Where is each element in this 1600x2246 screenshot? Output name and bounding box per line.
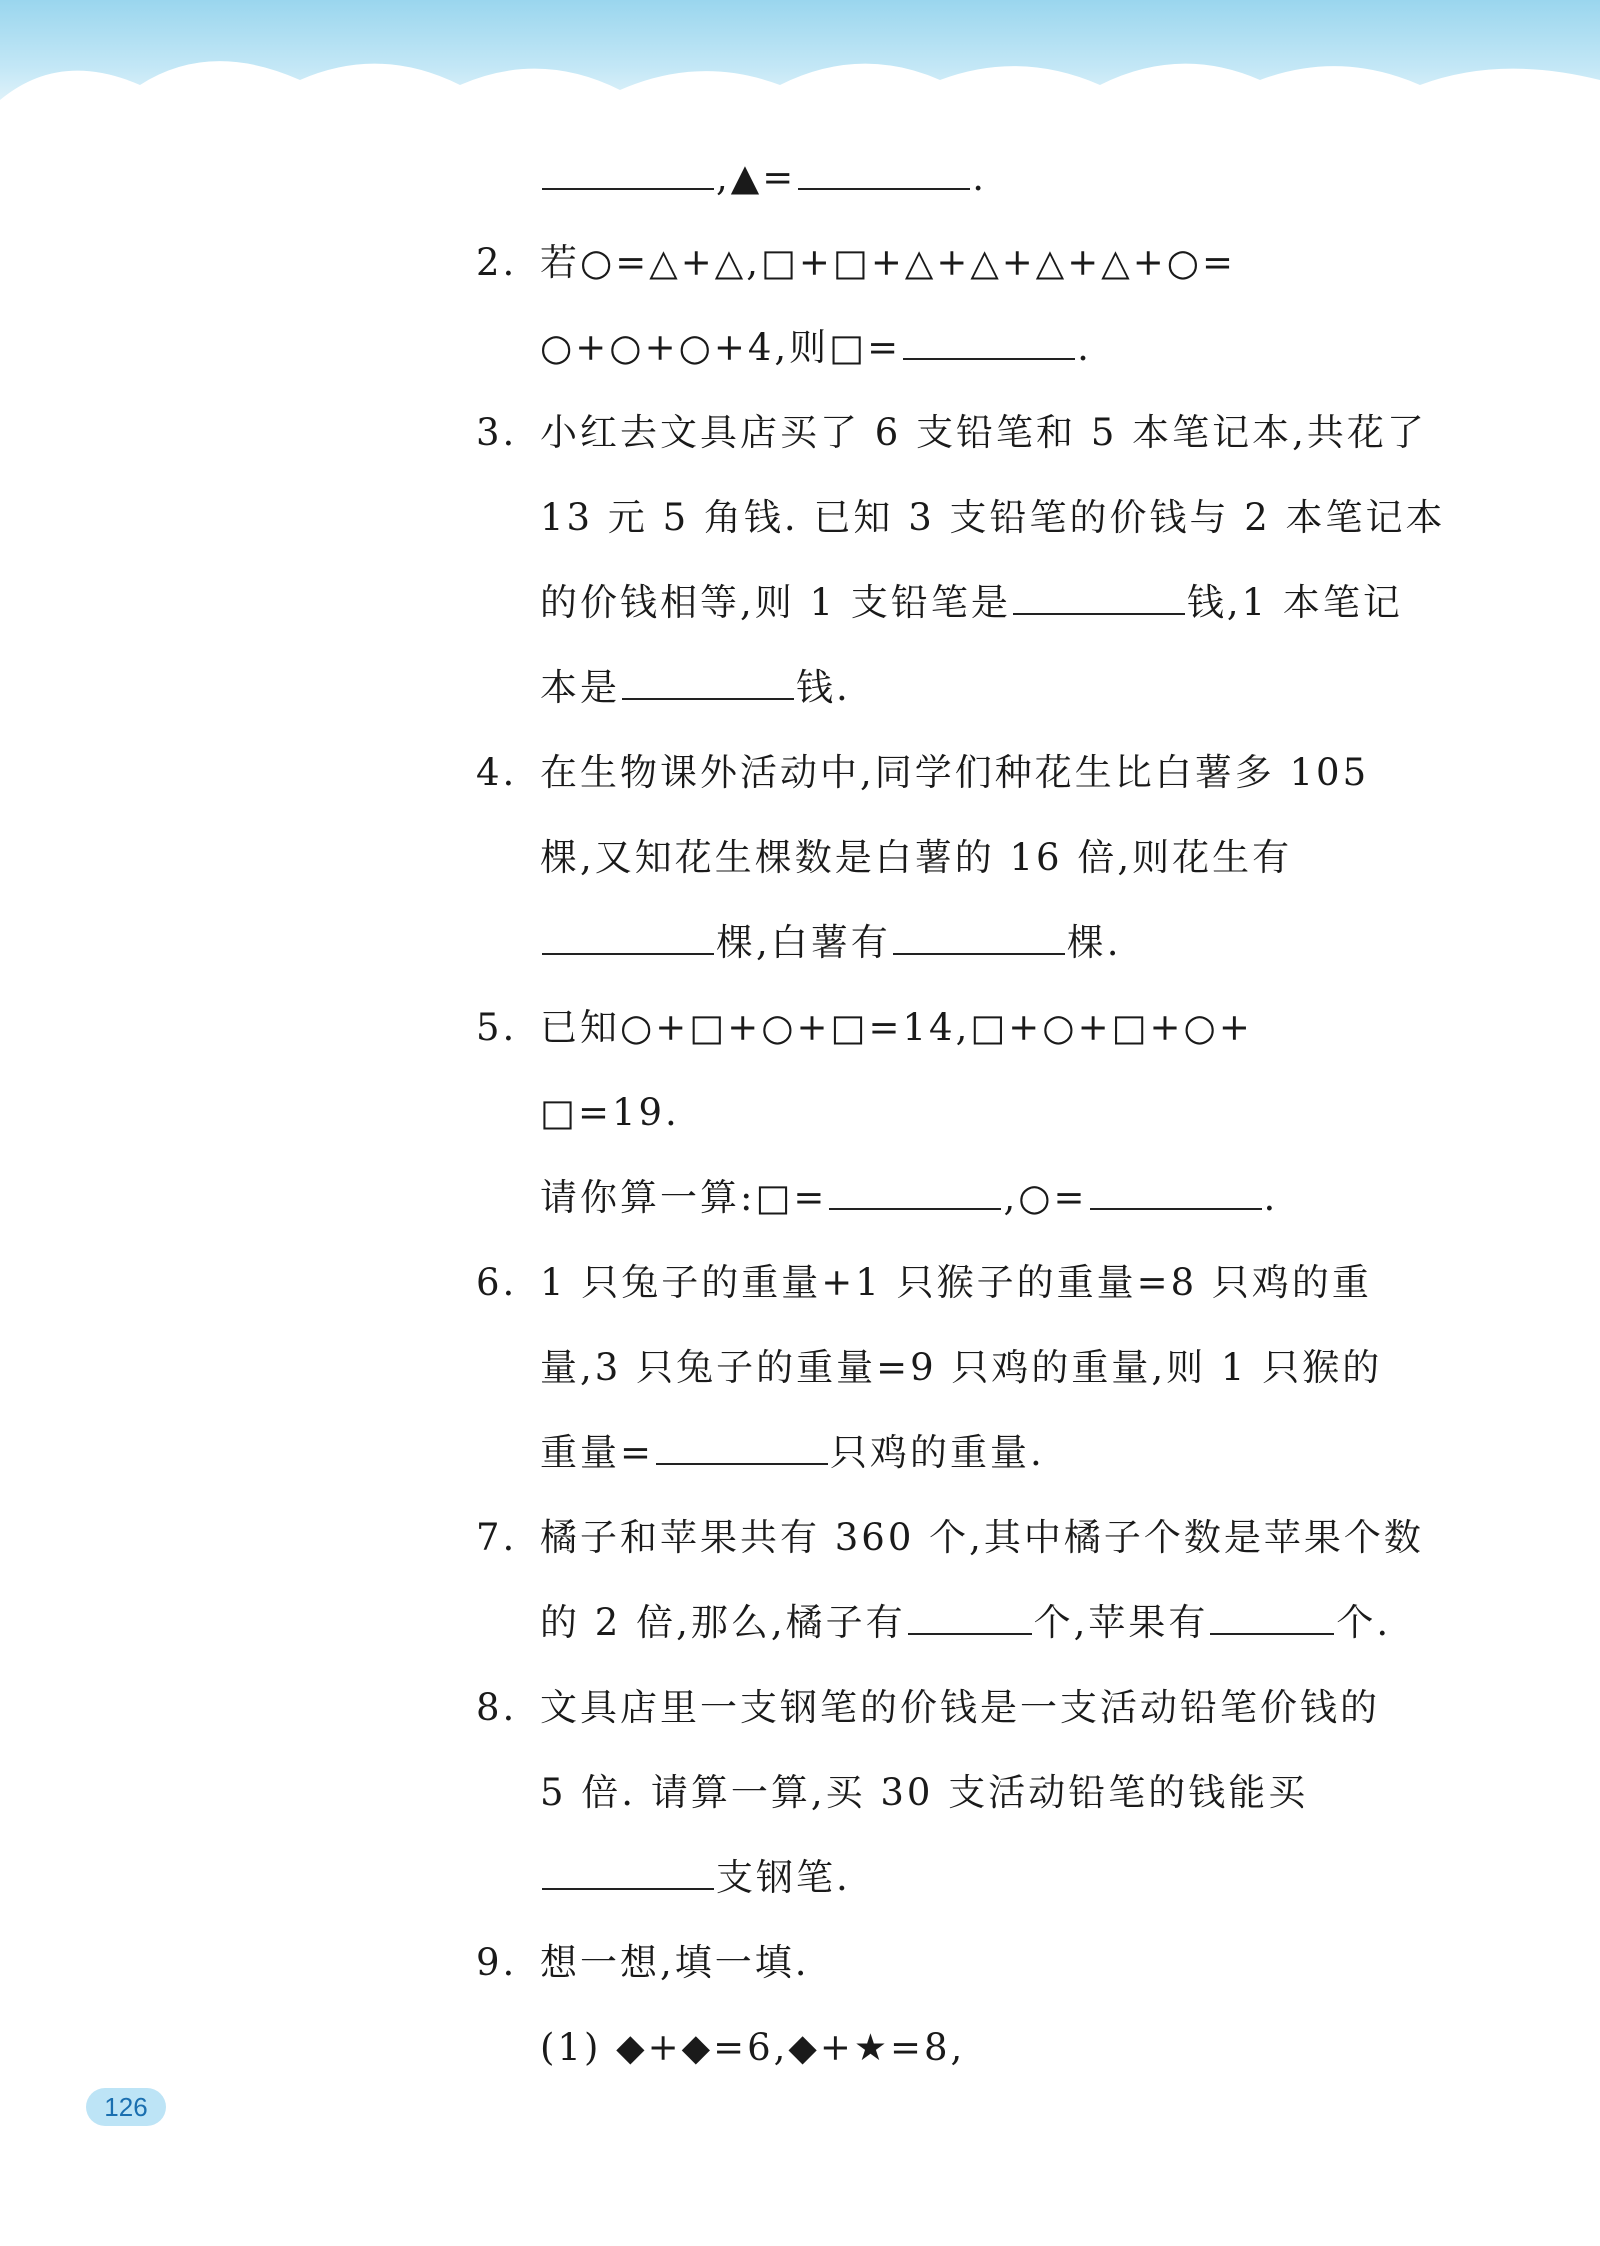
answer-blank[interactable] xyxy=(1090,1207,1262,1210)
answer-blank[interactable] xyxy=(1013,612,1185,615)
question-text: 13 元 5 角钱. 已知 3 支铅笔的价钱与 2 本笔记本 xyxy=(540,496,1446,539)
question-text: 钱,1 本笔记 xyxy=(1186,581,1403,624)
answer-blank[interactable] xyxy=(908,1632,1032,1635)
question-number: 7. xyxy=(476,1516,518,1559)
question-text: 棵. xyxy=(1066,921,1122,964)
question-text: 个. xyxy=(1336,1601,1392,1644)
question-text: 棵,又知花生棵数是白薯的 16 倍,则花生有 xyxy=(540,836,1293,879)
page-number: 126 xyxy=(86,2088,166,2126)
question-text: 5 倍. 请算一算,买 30 支活动铅笔的钱能买 xyxy=(540,1771,1309,1814)
question-text: 在生物课外活动中,同学们种花生比白薯多 105 xyxy=(540,751,1370,794)
question-text: 量,3 只兔子的重量=9 只鸡的重量,则 1 只猴的 xyxy=(540,1346,1383,1389)
question-text: 橘子和苹果共有 360 个,其中橘子个数是苹果个数 xyxy=(540,1516,1424,1559)
question-text: 棵,白薯有 xyxy=(716,921,891,964)
question-number: 8. xyxy=(476,1686,518,1729)
question-text: (1) ◆+◆=6,◆+★=8, xyxy=(540,2026,966,2069)
question-text: 个,苹果有 xyxy=(1033,1601,1209,1644)
question-text: 钱. xyxy=(796,666,851,709)
question-text: 支钢笔. xyxy=(716,1856,851,1899)
question-text: 小红去文具店买了 6 支铅笔和 5 本笔记本,共花了 xyxy=(540,411,1427,454)
question-text: 的价钱相等,则 1 支铅笔是 xyxy=(540,581,1011,624)
answer-blank[interactable] xyxy=(542,952,714,955)
answer-blank[interactable] xyxy=(893,952,1065,955)
question-number: 5. xyxy=(476,1006,518,1049)
question-text: 本是 xyxy=(540,666,620,709)
question-text: 想一想,填一填. xyxy=(540,1941,810,1984)
cloud-border xyxy=(0,40,1600,160)
text: . xyxy=(1263,1176,1279,1219)
answer-blank[interactable] xyxy=(829,1207,1001,1210)
question-number: 4. xyxy=(476,751,518,794)
question-text: 的 2 倍,那么,橘子有 xyxy=(540,1601,906,1644)
text: , xyxy=(716,156,731,199)
question-text: 请你算一算:□= xyxy=(540,1176,828,1219)
answer-blank[interactable] xyxy=(542,187,714,190)
question-text: 只鸡的重量. xyxy=(830,1431,1045,1474)
question-text: 文具店里一支钢笔的价钱是一支活动铅笔价钱的 xyxy=(540,1686,1380,1729)
question-text: 1 只兔子的重量+1 只猴子的重量=8 只鸡的重 xyxy=(540,1261,1372,1304)
question-number: 9. xyxy=(476,1941,518,1984)
text: . xyxy=(1077,326,1092,369)
question-number: 2. xyxy=(476,241,518,284)
answer-blank[interactable] xyxy=(903,357,1075,360)
answer-blank[interactable] xyxy=(622,697,794,700)
question-text: 若○=△+△,□+□+△+△+△+△+○= xyxy=(540,241,1236,284)
question-text: 重量= xyxy=(540,1431,655,1474)
text: . xyxy=(972,156,987,199)
answer-blank[interactable] xyxy=(542,1887,714,1890)
answer-blank[interactable] xyxy=(798,187,970,190)
question-number: 6. xyxy=(476,1261,518,1304)
text: ▲= xyxy=(730,156,797,199)
question-text: ○+○+○+4,则□= xyxy=(540,326,902,369)
question-text: ,○= xyxy=(1003,1176,1088,1219)
answer-blank[interactable] xyxy=(656,1462,828,1465)
question-number: 3. xyxy=(476,411,518,454)
question-text: 已知○+□+○+□=14,□+○+□+○+ xyxy=(540,1006,1253,1049)
question-text: □=19. xyxy=(540,1091,680,1134)
answer-blank[interactable] xyxy=(1210,1632,1334,1635)
